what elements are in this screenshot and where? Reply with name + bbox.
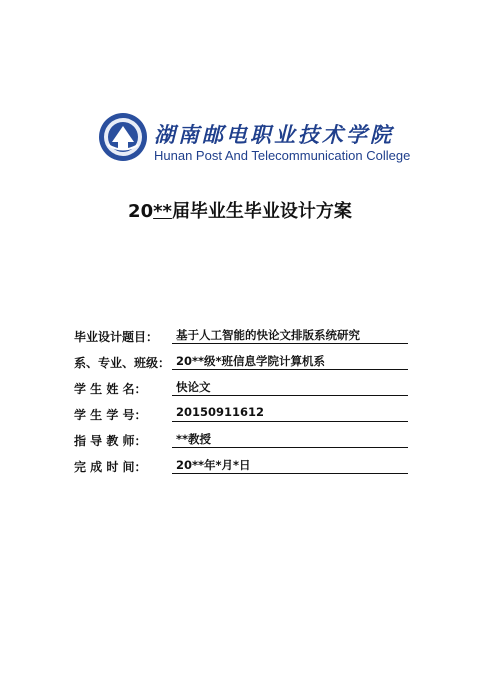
college-name-english: Hunan Post And Telecommunication College: [154, 148, 411, 163]
field-label: 系、专业、班级：: [74, 356, 171, 370]
field-value: 20**年*月*日: [172, 457, 408, 474]
title-prefix: 20: [128, 201, 154, 222]
title-underlined: **: [153, 201, 172, 222]
field-value: 20**级*班信息学院计算机系: [172, 353, 408, 370]
field-label: 指 导 教 师：: [74, 434, 147, 448]
field-row-advisor: [74, 428, 408, 454]
college-header: [98, 112, 411, 172]
field-label: 学 生 姓 名：: [74, 382, 147, 396]
field-row-topic: [74, 324, 408, 350]
field-label: 完 成 时 间：: [74, 460, 147, 474]
field-row-department: [74, 350, 408, 376]
field-value: 20150911612: [172, 405, 408, 422]
college-logo-icon: [98, 112, 148, 162]
field-value: 基于人工智能的快论文排版系统研究: [172, 327, 408, 344]
field-row-name: [74, 376, 408, 402]
field-label: 学 生 学 号：: [74, 408, 147, 422]
document-title: [0, 197, 480, 223]
field-row-student-id: [74, 402, 408, 428]
field-value: 快论文: [172, 379, 408, 396]
college-name-chinese: 湖南邮电职业技术学院: [154, 122, 394, 147]
field-value: **教授: [172, 431, 408, 448]
field-label: 毕业设计题目：: [74, 330, 159, 344]
cover-fields: [74, 324, 408, 480]
title-suffix: 届毕业生毕业设计方案: [171, 201, 352, 222]
field-row-completion-date: [74, 454, 408, 480]
